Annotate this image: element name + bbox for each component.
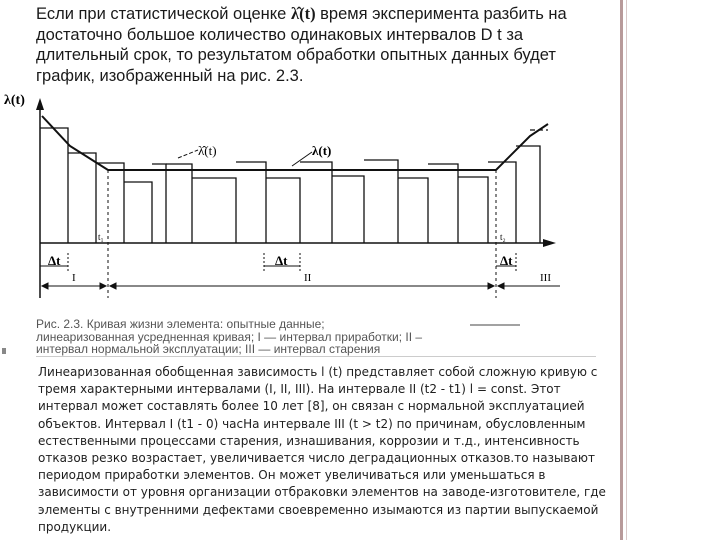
body-line-7: периодом приработки элементов. Он может увеличиваться или уменьшаться в: [38, 468, 546, 483]
bar-15: [458, 177, 488, 243]
side-marker: [2, 348, 6, 354]
bar-7: [192, 178, 236, 243]
bar-8: [236, 162, 266, 243]
label-leader: [292, 152, 312, 166]
bar-9: [266, 178, 300, 243]
bar-14: [428, 164, 458, 243]
bar-3: [96, 163, 124, 243]
linearized-curve: [42, 116, 548, 170]
body-line-5: естественными процессами старения, изнашивания, коррозии и т.д., интенсивность: [38, 433, 580, 448]
interval-label-1: I: [72, 272, 76, 284]
body-line-8: зависимости от уровня организации отбраковки элементов на заводе-изготовителе, где: [38, 485, 606, 500]
heading-line-1a: Если при статистической оценке: [36, 5, 287, 23]
t1-label: t₁: [98, 232, 104, 242]
heading-line-3: длительный срок, то результатом обработки опытных данных будет: [36, 46, 556, 64]
x-axis-arrow: [543, 239, 556, 247]
bar-2: [68, 153, 96, 243]
bar-5: [152, 164, 166, 243]
bar-16: [488, 162, 516, 243]
heading-line-2: достаточно большое количество одинаковых интервалов D t за: [36, 25, 524, 44]
curve-label-hat: λ̂(t): [198, 143, 217, 158]
interval-arrows: [42, 283, 560, 289]
bar-12: [364, 160, 398, 243]
body-line-4: объектов. Интервал I (t1 - 0) часНа интервале III (t > t2) по причинам, обусловленным: [38, 416, 586, 431]
heading-line-4: график, изображенный на рис. 2.3.: [36, 66, 304, 85]
body-line-1: Линеаризованная обобщенная зависимость l (t) представляет собой сложную кривую с: [38, 365, 598, 379]
bar-17: [516, 146, 540, 243]
interval-2-arrow-right: [488, 283, 494, 289]
y-axis-label: λ(t): [4, 93, 25, 108]
dt-label-2: Δt: [275, 253, 288, 268]
dt-label-3: Δt: [500, 253, 513, 268]
body-line-6: отказов резко возрастает, увеличивается число деградационных отказов.то называют: [38, 451, 595, 466]
body-line-10: продукции.: [38, 519, 112, 534]
bar-10: [300, 162, 332, 243]
right-border-rule-thin: [626, 0, 627, 540]
bar-13: [398, 178, 428, 243]
bar-1: [40, 128, 68, 243]
caption-line-1: Рис. 2.3. Кривая жизни элемента: опытные данные;: [36, 317, 325, 331]
interval-3-arrow-left: [498, 283, 504, 289]
body-paragraph: [38, 364, 610, 536]
caption-legend-line: [470, 322, 520, 328]
label-leader-hat: [178, 150, 198, 158]
interval-label-3: III: [540, 272, 551, 284]
y-axis-arrow: [36, 98, 44, 110]
bar-4: [124, 182, 152, 243]
lambda-hat-symbol: λ̂(t): [290, 4, 316, 23]
body-line-9: элементы с внутренними дефектами своевременно изымаются из партии выпускаемой: [38, 502, 599, 517]
histogram-bars: [40, 128, 548, 243]
interval-label-2: II: [304, 272, 312, 284]
caption-line-2: линеаризованная усредненная кривая; I — интервал приработки; II –: [36, 329, 423, 344]
body-line-3: интервал может составлять более 10 лет [8], он связан с нормальной эксплуатацией: [38, 399, 585, 414]
body-line-2: тремя характерными интервалами (I, II, III). На интервале II (t2 - t1) l = const. Этот: [38, 382, 561, 397]
curve-label: λ(t): [312, 143, 332, 158]
interval-2-arrow-left: [110, 283, 116, 289]
caption-separator: [36, 356, 596, 357]
bar-11: [332, 176, 364, 243]
heading-line-1b: время эксперимента разбить на: [320, 5, 567, 23]
t2-label: t₂: [500, 232, 506, 242]
heading-paragraph: [36, 4, 626, 86]
right-border-rule: [620, 0, 623, 540]
bar-6: [166, 164, 192, 243]
dt-label-1: Δt: [48, 253, 61, 268]
interval-1-arrow-left: [42, 283, 48, 289]
caption-line-3: интервал нормальной эксплуатации; III — интервал старения: [36, 342, 381, 356]
interval-1-arrow-right: [100, 283, 106, 289]
